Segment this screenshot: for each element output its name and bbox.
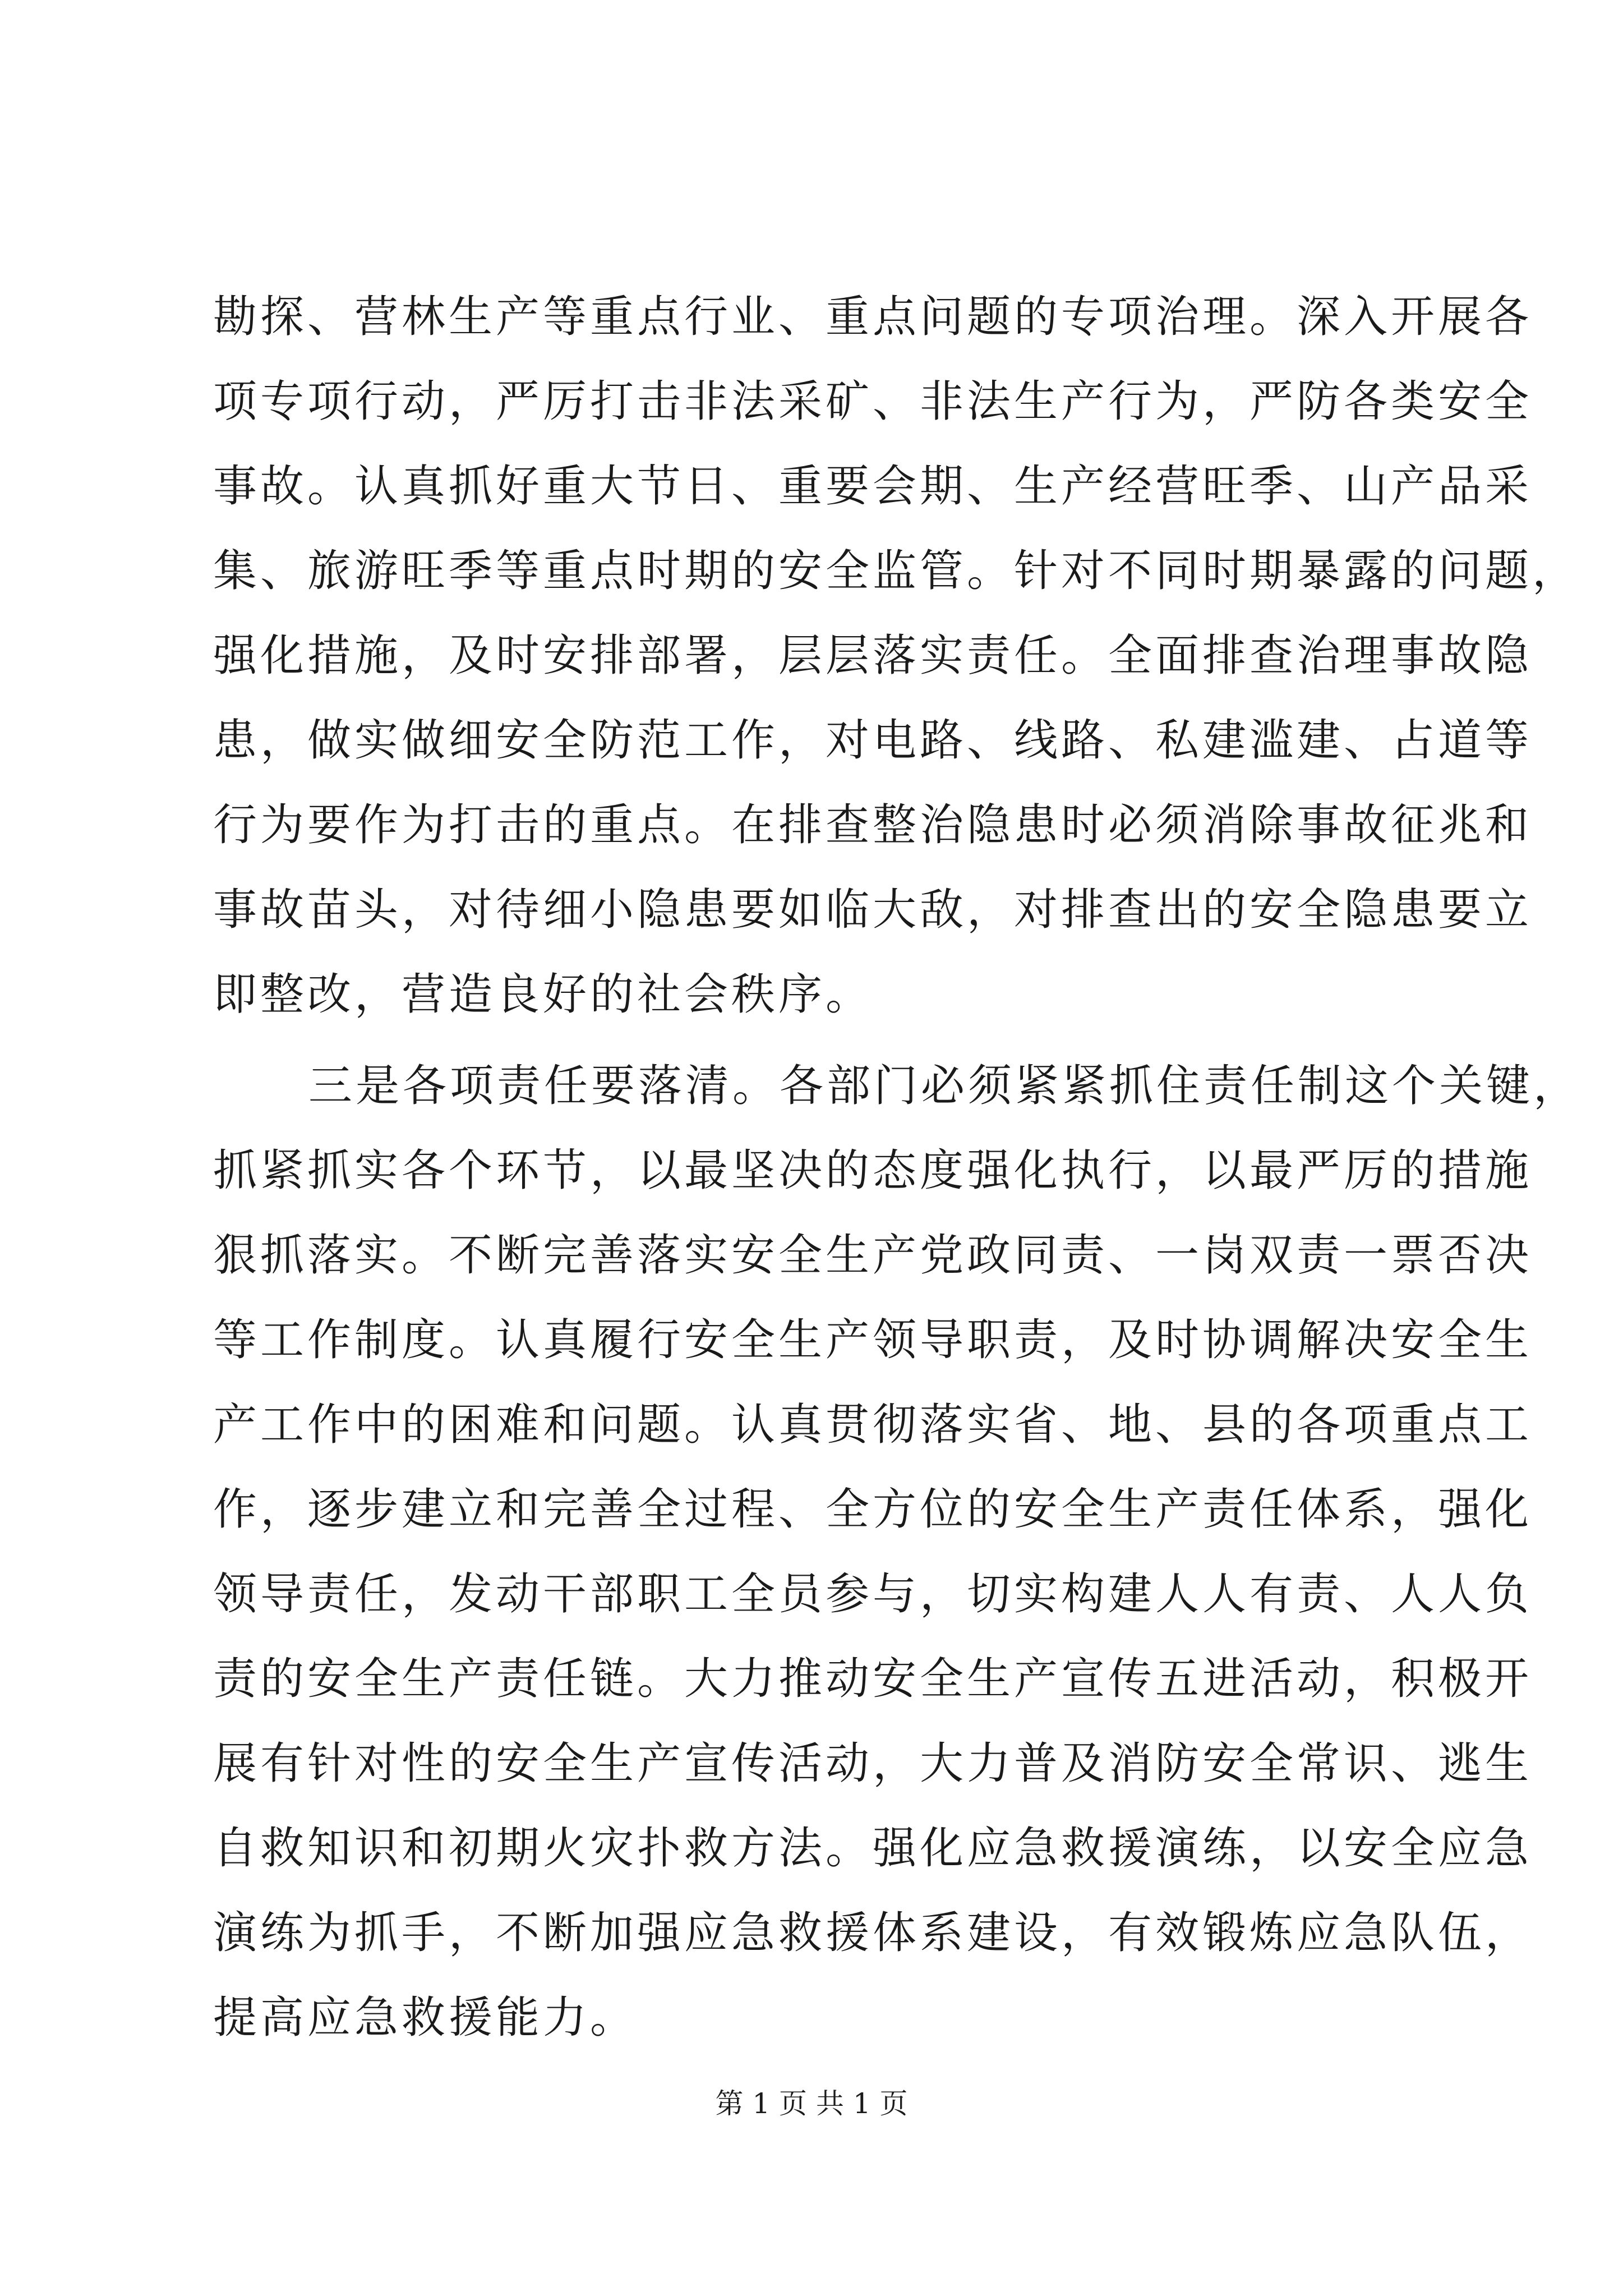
- text-line: 事故苗头，对待细小隐患要如临大敌，对排查出的安全隐患要立: [213, 885, 1533, 935]
- text-line: 集、旅游旺季等重点时期的安全监管。针对不同时期暴露的问题，: [213, 546, 1580, 596]
- paragraph-2: [213, 1044, 1581, 2060]
- text-line: 自救知识和初期火灾扑救方法。强化应急救援演练，以安全应急: [213, 1823, 1533, 1874]
- page-footer: 第 1 页 共 1 页: [715, 2087, 908, 2120]
- paragraph-1: [213, 275, 1580, 1037]
- text-line: 即整改，营造良好的社会秩序。: [213, 969, 873, 1020]
- text-line: 提高应急救援能力。: [213, 1993, 638, 2043]
- text-line: 作，逐步建立和完善全过程、全方位的安全生产责任体系，强化: [213, 1484, 1533, 1535]
- document-body: [213, 275, 1581, 2060]
- text-line: 行为要作为打击的重点。在排查整治隐患时必须消除事故征兆和: [213, 800, 1533, 850]
- text-line: 强化措施，及时安排部署，层层落实责任。全面排查治理事故隐: [213, 631, 1533, 681]
- text-line: 抓紧抓实各个环节，以最坚决的态度强化执行，以最严厉的措施: [213, 1145, 1533, 1196]
- text-line: 责的安全生产责任链。大力推动安全生产宣传五进活动，积极开: [213, 1654, 1533, 1704]
- text-line: 项专项行动，严厉打击非法采矿、非法生产行为，严防各类安全: [213, 376, 1533, 427]
- text-line: 事故。认真抓好重大节日、重要会期、生产经营旺季、山产品采: [213, 461, 1533, 512]
- text-line: 领导责任，发动干部职工全员参与，切实构建人人有责、人人负: [213, 1569, 1533, 1619]
- paragraph-gap: [213, 1037, 1464, 1044]
- text-line: 演练为抓手，不断加强应急救援体系建设，有效锻炼应急队伍，: [213, 1908, 1533, 1958]
- text-line: 勘探、营林生产等重点行业、重点问题的专项治理。深入开展各: [213, 292, 1533, 342]
- text-line: 展有针对性的安全生产宣传活动，大力普及消防安全常识、逃生: [213, 1738, 1533, 1789]
- text-line: 患，做实做细安全防范工作，对电路、线路、私建滥建、占道等: [213, 715, 1533, 766]
- text-line: 等工作制度。认真履行安全生产领导职责，及时协调解决安全生: [213, 1315, 1533, 1365]
- text-line: 三是各项责任要落清。各部门必须紧紧抓住责任制这个关键，: [308, 1061, 1581, 1111]
- text-line: 产工作中的困难和问题。认真贯彻落实省、地、县的各项重点工: [213, 1400, 1533, 1450]
- text-line: 狠抓落实。不断完善落实安全生产党政同责、一岗双责一票否决: [213, 1230, 1533, 1281]
